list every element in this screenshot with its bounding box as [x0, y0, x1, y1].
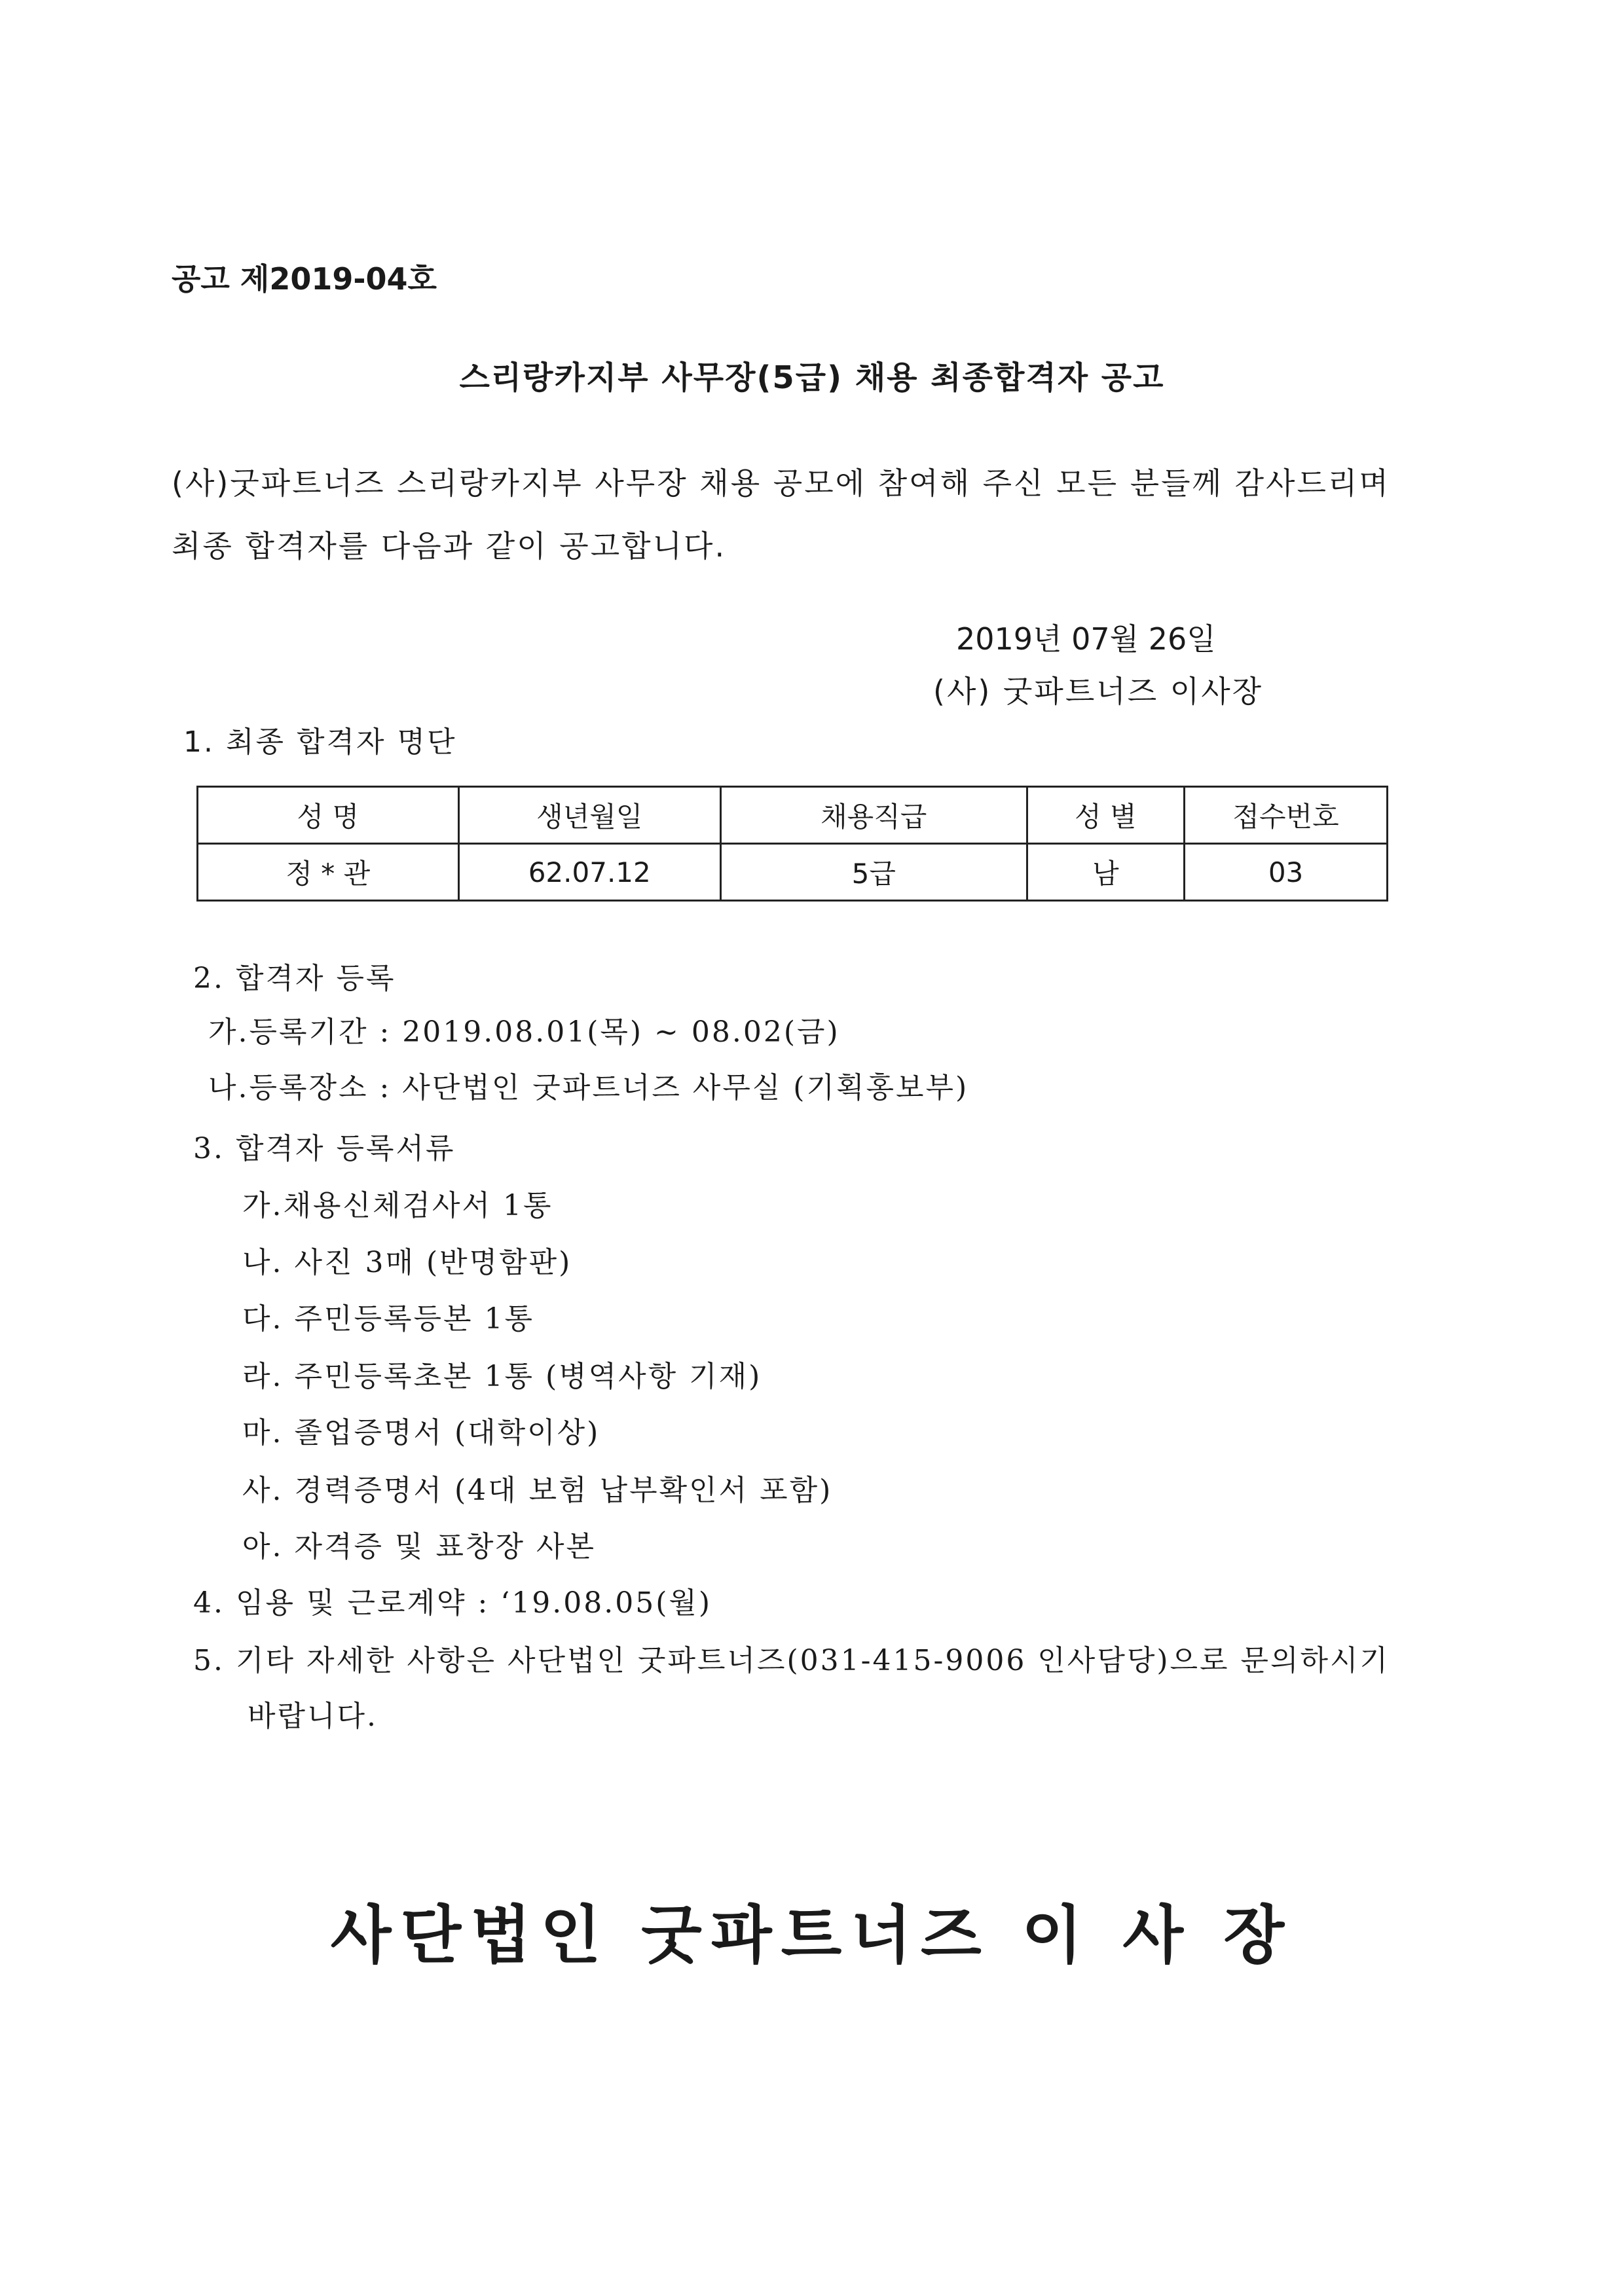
section-3-item: 나. 사진 3매 (반명함판)	[242, 1246, 572, 1279]
table-header-row	[198, 787, 1388, 844]
results-table	[196, 786, 1388, 902]
section-3-item: 아. 자격증 및 표창장 사본	[242, 1530, 596, 1563]
table-cell: 정 * 관	[198, 844, 459, 901]
issuer: (사) 굿파트너즈 이사장	[933, 674, 1264, 709]
intro-line-1: (사)굿파트너즈 스리랑카지부 사무장 채용 공모에 참여해 주신 모든 분들께 감사드리며	[172, 465, 1390, 501]
intro-line-2: 최종 합격자를 다음과 같이 공고합니다.	[172, 528, 727, 564]
issue-date: 2019년 07월 26일	[956, 621, 1216, 657]
table-header-cell: 성 별	[1027, 787, 1185, 844]
footer-signature: 사단법인 굿파트너즈 이 사 장	[330, 1899, 1294, 1972]
section-3-item: 라. 주민등록초본 1통 (병역사항 기재)	[242, 1360, 762, 1393]
table-header-cell: 성 명	[198, 787, 459, 844]
section-4: 4. 임용 및 근로계약 : ‘19.08.05(월)	[193, 1586, 712, 1620]
section-2-item: 나.등록장소 : 사단법인 굿파트너즈 사무실 (기획홍보부)	[208, 1071, 969, 1104]
section-2-item: 가.등록기간 : 2019.08.01(목) ~ 08.02(금)	[208, 1015, 840, 1049]
section-2-heading: 2. 합격자 등록	[193, 962, 396, 995]
table-cell: 남	[1027, 844, 1185, 901]
section-3-item: 마. 졸업증명서 (대학이상)	[242, 1416, 600, 1449]
table-header-cell: 생년월일	[458, 787, 720, 844]
table-cell: 62.07.12	[458, 844, 720, 901]
table-row	[198, 844, 1388, 901]
section-3-item: 가.채용신체검사서 1통	[242, 1189, 553, 1222]
table-header-cell: 채용직급	[720, 787, 1027, 844]
notice-number: 공고 제2019-04호	[172, 261, 437, 297]
section-3-heading: 3. 합격자 등록서류	[193, 1132, 456, 1165]
section-5-line-2: 바랍니다.	[248, 1700, 378, 1733]
section-5-line-1: 5. 기타 자세한 사항은 사단법인 굿파트너즈(031-415-9006 인사담당)으로 문의하시기	[193, 1644, 1390, 1677]
table-header-cell: 접수번호	[1185, 787, 1388, 844]
section-3-item: 다. 주민등록등본 1통	[242, 1302, 534, 1336]
section-3-item: 사. 경력증명서 (4대 보험 납부확인서 포함)	[242, 1474, 833, 1507]
table-cell: 03	[1185, 844, 1388, 901]
section-1-heading: 1. 최종 합격자 명단	[183, 725, 457, 759]
table-cell: 5급	[720, 844, 1027, 901]
intro-paragraph	[172, 452, 1390, 577]
document-title: 스리랑카지부 사무장(5급) 채용 최종합격자 공고	[459, 359, 1165, 396]
